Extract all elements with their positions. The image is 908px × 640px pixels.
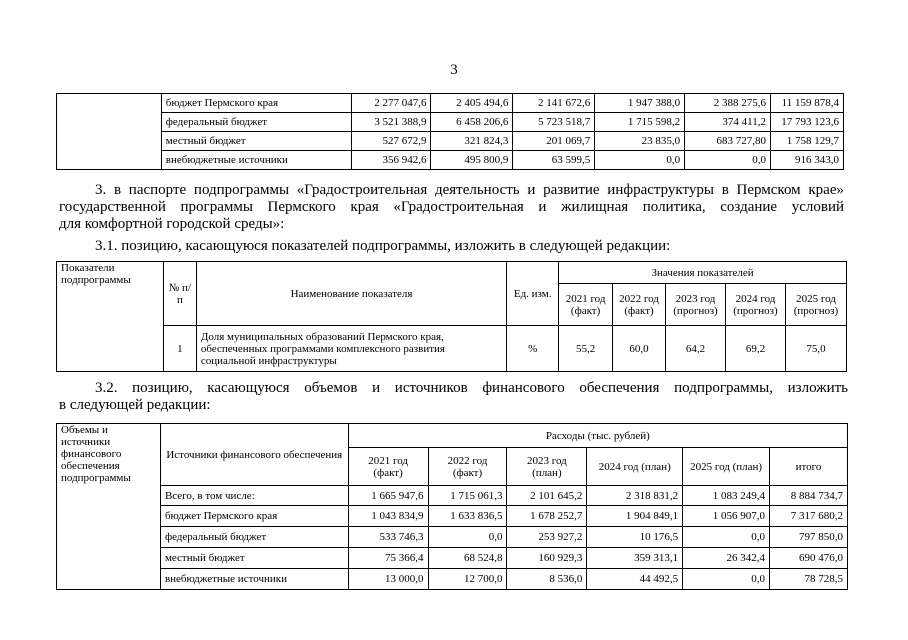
cell: 3 521 388,9 [351, 113, 431, 132]
cell: 0,0 [428, 527, 507, 548]
cell: 0,0 [683, 569, 770, 590]
cell: 5 723 518,7 [513, 113, 595, 132]
cell: 1 043 834,9 [348, 506, 428, 527]
row-label: Всего, в том числе: [160, 486, 348, 506]
year-header: 2021 год (факт) [559, 284, 613, 326]
cell: 7 317 680,2 [770, 506, 848, 527]
row-label: внебюджетные источники [161, 151, 351, 170]
table-row [57, 326, 847, 372]
year-header: 2022 год (факт) [613, 284, 666, 326]
cell: 10 176,5 [587, 527, 683, 548]
year-header: 2023 год (прогноз) [666, 284, 726, 326]
cell: 0,0 [683, 527, 770, 548]
row-number: 1 [163, 326, 196, 372]
paragraph-line: в следующей редакции: [59, 397, 211, 413]
cell: 374 411,2 [685, 113, 771, 132]
paragraph-3-2 [59, 380, 848, 414]
paragraph-line: для комфортной городской среды»: [59, 216, 285, 232]
table-row [57, 548, 848, 569]
finance-table [56, 423, 848, 590]
cell: 2 141 672,6 [513, 94, 595, 113]
cell: 2 101 645,2 [507, 486, 587, 506]
cell: 201 069,7 [513, 132, 595, 151]
year-header: 2023 год (план) [507, 448, 587, 486]
cell: 2 388 275,6 [685, 94, 771, 113]
cell: 0,0 [685, 151, 771, 170]
cell: 321 824,3 [431, 132, 513, 151]
cell: 64,2 [666, 326, 726, 372]
cell: 1 083 249,4 [683, 486, 770, 506]
cell: 6 458 206,6 [431, 113, 513, 132]
cell: 1 715 061,3 [428, 486, 507, 506]
table-row [57, 94, 844, 113]
top-finance-table [56, 93, 844, 170]
paragraph-3 [59, 182, 844, 233]
indicators-section-label: Показатели подпрограммы [57, 262, 164, 372]
year-header: 2024 год (план) [587, 448, 683, 486]
cell: 1 715 598,2 [595, 113, 685, 132]
cell: 527 672,9 [351, 132, 431, 151]
cell: 916 343,0 [771, 151, 844, 170]
finance-section-label: Объемы и источники финансового обеспечения подпрограммы [57, 424, 161, 590]
cell: 1 056 907,0 [683, 506, 770, 527]
cell: 63 599,5 [513, 151, 595, 170]
row-label: бюджет Пермского края [161, 94, 351, 113]
cell: 0,0 [595, 151, 685, 170]
cell: 44 492,5 [587, 569, 683, 590]
cell: 683 727,80 [685, 132, 771, 151]
cell: 75 366,4 [348, 548, 428, 569]
cell: 1 678 252,7 [507, 506, 587, 527]
cell: 69,2 [725, 326, 785, 372]
cell: 356 942,6 [351, 151, 431, 170]
cell: 60,0 [613, 326, 666, 372]
column-header-expenses: Расходы (тыс. рублей) [348, 424, 847, 448]
empty-cell [57, 94, 162, 170]
cell: 68 524,8 [428, 548, 507, 569]
page-number: 3 [450, 62, 458, 78]
cell: 13 000,0 [348, 569, 428, 590]
column-header-number: № п/п [163, 262, 196, 326]
year-header: 2025 год (прогноз) [785, 284, 846, 326]
table-row [57, 486, 848, 506]
cell: 160 929,3 [507, 548, 587, 569]
column-header-sources: Источники финансового обеспечения [160, 424, 348, 486]
table-row [57, 151, 844, 170]
table-row [57, 527, 848, 548]
indicator-unit: % [507, 326, 559, 372]
cell: 23 835,0 [595, 132, 685, 151]
cell: 797 850,0 [770, 527, 848, 548]
indicator-name: Доля муниципальных образований Пермского края, обеспеченных программами комплексного развития социальной инфраструктуры [196, 326, 506, 372]
row-label: местный бюджет [160, 548, 348, 569]
table-row [57, 506, 848, 527]
cell: 1 947 388,0 [595, 94, 685, 113]
cell: 75,0 [785, 326, 846, 372]
cell: 12 700,0 [428, 569, 507, 590]
cell: 78 728,5 [770, 569, 848, 590]
cell: 1 633 836,5 [428, 506, 507, 527]
column-header-name: Наименование показателя [196, 262, 506, 326]
cell: 495 800,9 [431, 151, 513, 170]
cell: 8 884 734,7 [770, 486, 848, 506]
year-header: 2024 год (прогноз) [725, 284, 785, 326]
paragraph-line: государственной программы Пермского края «Градостроительная и жилищная политика, создание условий [59, 199, 844, 215]
row-label: бюджет Пермского края [160, 506, 348, 527]
column-header-unit: Ед. изм. [507, 262, 559, 326]
cell: 17 793 123,6 [771, 113, 844, 132]
cell: 2 277 047,6 [351, 94, 431, 113]
cell: 1 904 849,1 [587, 506, 683, 527]
row-label: федеральный бюджет [161, 113, 351, 132]
cell: 1 665 947,6 [348, 486, 428, 506]
cell: 1 758 129,7 [771, 132, 844, 151]
cell: 55,2 [559, 326, 613, 372]
table-row [57, 113, 844, 132]
cell: 253 927,2 [507, 527, 587, 548]
paragraph-line: 3.2. позицию, касающуюся объемов и источников финансового обеспечения подпрограммы, изложить [95, 380, 848, 396]
column-header-values: Значения показателей [559, 262, 847, 284]
year-header: 2022 год (факт) [428, 448, 507, 486]
cell: 8 536,0 [507, 569, 587, 590]
cell: 690 476,0 [770, 548, 848, 569]
cell: 26 342,4 [683, 548, 770, 569]
cell: 359 313,1 [587, 548, 683, 569]
cell: 533 746,3 [348, 527, 428, 548]
row-label: внебюджетные источники [160, 569, 348, 590]
year-header: итого [770, 448, 848, 486]
cell: 11 159 878,4 [771, 94, 844, 113]
indicators-table [56, 261, 847, 372]
row-label: федеральный бюджет [160, 527, 348, 548]
table-row [57, 569, 848, 590]
year-header: 2025 год (план) [683, 448, 770, 486]
paragraph-line: 3. в паспорте подпрограммы «Градостроительная деятельность и развитие инфраструктуры в Пермском крае» [95, 182, 844, 198]
row-label: местный бюджет [161, 132, 351, 151]
table-row [57, 132, 844, 151]
year-header: 2021 год (факт) [348, 448, 428, 486]
paragraph-3-1: 3.1. позицию, касающуюся показателей подпрограммы, изложить в следующей редакции: [95, 238, 671, 254]
cell: 2 405 494,6 [431, 94, 513, 113]
cell: 2 318 831,2 [587, 486, 683, 506]
